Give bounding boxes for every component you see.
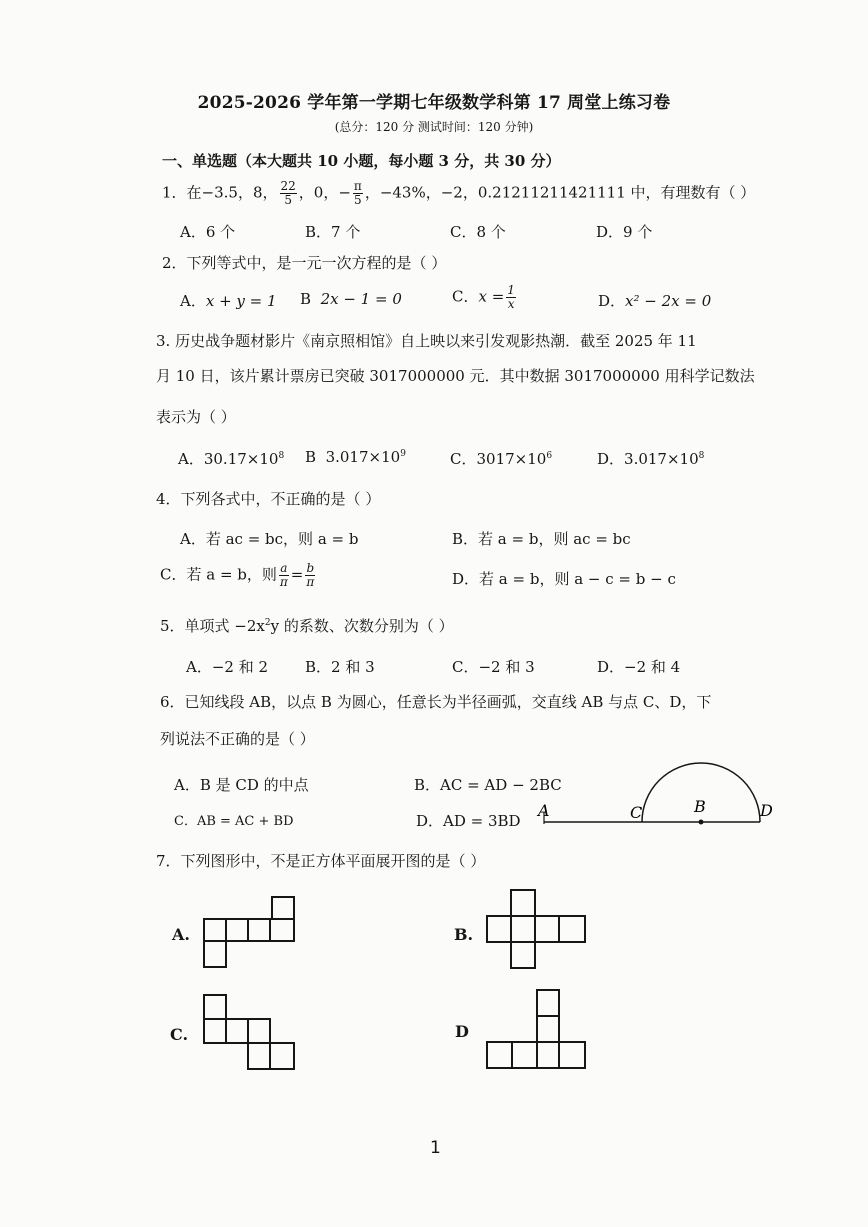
q3-b-expr: 3.017×10: [325, 448, 401, 466]
q3-b-exp: 9: [400, 449, 406, 459]
q7-label-b: B.: [454, 925, 474, 944]
q5-pre: 5．单项式 −2x: [160, 617, 265, 635]
label-b: B: [694, 797, 706, 816]
page-subtitle: (总分：120 分 测试时间：120 分钟): [334, 120, 534, 134]
q4-c-eq: =: [290, 565, 304, 584]
q7-label-d: D: [455, 1022, 469, 1041]
question-4-stem: 4．下列各式中，不正确的是（ ）: [156, 490, 381, 508]
q1-prefix: 1．在−3.5，8，: [162, 183, 278, 202]
q6-option-b[interactable]: B．AC = AD − 2BC: [414, 776, 562, 794]
q3-b-label: B: [305, 448, 317, 466]
q4-option-d[interactable]: D．若 a = b，则 a − c = b − c: [452, 570, 676, 588]
q4-c-d1: π: [279, 575, 288, 589]
point-b: [699, 820, 704, 825]
q2-a-expr: x + y = 1: [205, 292, 277, 310]
q1-option-b[interactable]: B．7 个: [305, 223, 361, 241]
q5-post: y 的系数、次数分别为（ ）: [270, 617, 454, 635]
q3-a-exp: 8: [278, 451, 285, 461]
q3-option-a[interactable]: [178, 448, 284, 469]
q5-option-a[interactable]: A．−2 和 2: [186, 658, 269, 676]
page-title: 2025-2026 学年第一学期七年级数学科第 17 周堂上练习卷: [197, 93, 671, 113]
q1-option-a[interactable]: A．6 个: [180, 223, 236, 241]
q3-c-expr: 3017×10: [476, 450, 547, 468]
q3-option-b[interactable]: [305, 448, 406, 466]
section-heading: 一、单选题（本大题共 10 小题，每小题 3 分，共 30 分）: [162, 152, 561, 170]
q4-c-n1: a: [280, 561, 288, 575]
q7-label-c: C.: [170, 1025, 189, 1044]
label-a: A: [538, 801, 550, 820]
question-3-line-3: 表示为（ ）: [156, 408, 236, 426]
question-1-stem: [162, 180, 755, 207]
q1-suffix: ，−43%，−2，0.21211211421111 中，有理数有（ ）: [364, 183, 756, 202]
q1-option-c[interactable]: C．8 个: [450, 223, 506, 241]
question-6-line-1: 6．已知线段 AB，以点 B 为圆心，任意长为半径画弧，交直线 AB 与点 C、D，下: [160, 693, 712, 711]
q3-a-label: A．: [178, 450, 204, 468]
q7-net-d[interactable]: [485, 988, 589, 1072]
q1-frac1-den: 5: [284, 193, 292, 207]
q2-b-label: B: [300, 290, 312, 308]
q5-exp: 2: [264, 618, 271, 628]
q2-c-den: x: [507, 297, 515, 311]
q4-c-n2: b: [306, 561, 315, 575]
q7-label-a: A.: [172, 925, 190, 944]
question-3-line-1: 3. 历史战争题材影片《南京照相馆》自上映以来引发观影热潮．截至 2025 年 11: [156, 332, 697, 350]
q2-d-label: D．: [598, 292, 626, 310]
q4-c-frac1: [279, 562, 289, 589]
q1-fraction-pi-5: [353, 180, 363, 207]
q2-d-expr: x² − 2x = 0: [625, 292, 712, 310]
label-d: D: [760, 801, 773, 820]
question-5-stem: [160, 615, 454, 636]
q1-fraction-22-5: [280, 180, 297, 207]
q6-option-c[interactable]: C．AB = AC + BD: [174, 814, 294, 829]
label-c: C: [630, 803, 643, 822]
q4-c-d2: π: [306, 575, 315, 589]
q1-option-d[interactable]: D．9 个: [596, 223, 653, 241]
q4-option-a[interactable]: A．若 ac = bc，则 a = b: [180, 530, 359, 548]
q4-option-c[interactable]: [160, 562, 317, 589]
q1-frac2-den: 5: [354, 193, 362, 207]
q2-option-a[interactable]: [180, 290, 277, 311]
q1-frac2-num: π: [353, 179, 362, 193]
q2-option-b[interactable]: [300, 290, 402, 308]
q4-c-frac2: [305, 562, 315, 589]
q7-net-a[interactable]: [202, 895, 296, 971]
question-7-stem: 7．下列图形中，不是正方体平面展开图的是（ ）: [156, 852, 486, 870]
q4-c-pre: C．若 a = b，则: [160, 565, 277, 584]
q3-c-label: C．: [450, 450, 477, 468]
q6-option-d[interactable]: D．AD = 3BD: [416, 812, 521, 830]
q3-d-label: D．: [597, 450, 625, 468]
q2-c-label: C．: [452, 287, 479, 306]
q3-option-d[interactable]: [597, 448, 704, 469]
question-3-line-2: 月 10 日，该片累计票房已突破 3017000000 元．其中数据 3017000000 用科学记数法: [156, 367, 755, 385]
q2-a-label: A．: [180, 292, 206, 310]
q1-mid: ，0，−: [298, 183, 351, 202]
q1-frac1-num: 22: [280, 179, 296, 193]
q3-c-exp: 6: [546, 451, 553, 461]
q2-option-d[interactable]: [598, 290, 711, 311]
page-number: 1: [430, 1138, 441, 1158]
q2-option-c[interactable]: [452, 284, 518, 311]
q2-c-fraction: [506, 284, 516, 311]
q5-option-d[interactable]: D．−2 和 4: [597, 658, 681, 676]
q3-d-exp: 8: [698, 451, 705, 461]
q5-option-b[interactable]: B．2 和 3: [305, 658, 375, 676]
q2-b-expr: 2x − 1 = 0: [320, 290, 402, 308]
q6-semicircle-figure: [532, 760, 782, 840]
q5-option-c[interactable]: C．−2 和 3: [452, 658, 535, 676]
q3-option-c[interactable]: [450, 448, 552, 469]
q4-option-b[interactable]: B．若 a = b，则 ac = bc: [452, 530, 631, 548]
q2-c-num: 1: [507, 283, 515, 297]
q7-net-b[interactable]: [485, 888, 589, 972]
question-2-stem: 2．下列等式中，是一元一次方程的是（ ）: [162, 254, 447, 272]
q3-d-expr: 3.017×10: [624, 450, 699, 468]
question-6-line-2: 列说法不正确的是（ ）: [160, 730, 315, 748]
q6-option-a[interactable]: A．B 是 CD 的中点: [174, 776, 309, 794]
q3-a-expr: 30.17×10: [203, 450, 279, 468]
q7-net-c[interactable]: [202, 993, 298, 1073]
q2-c-expr: x =: [478, 287, 505, 306]
